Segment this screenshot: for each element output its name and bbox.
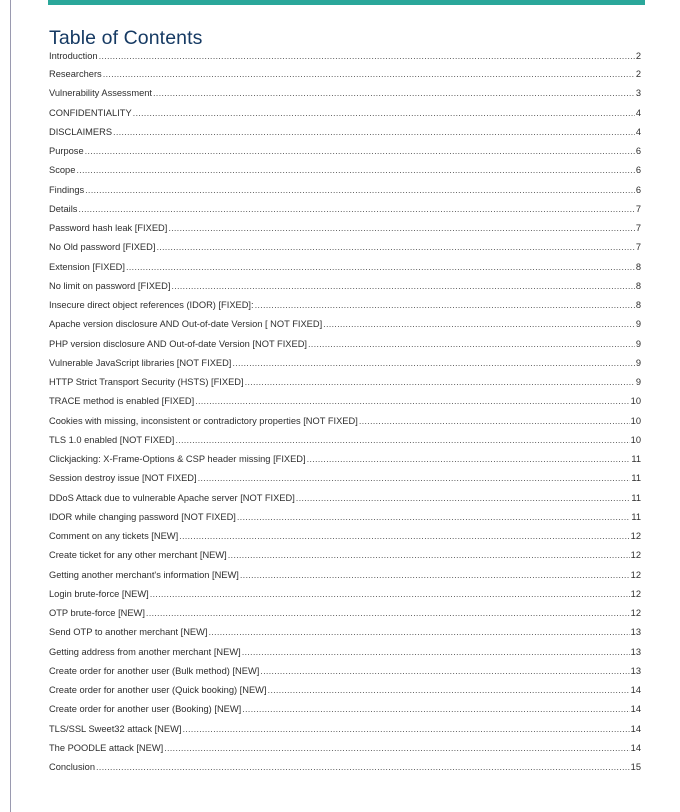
toc-entry-page-number: 14 xyxy=(630,685,641,695)
toc-entry-label: DISCLAIMERS xyxy=(49,126,113,137)
toc-dot-leader xyxy=(228,546,630,565)
toc-dot-leader xyxy=(179,527,629,546)
toc-dot-leader xyxy=(85,142,635,161)
toc-entry-page-number: 10 xyxy=(630,396,641,407)
toc-entry-page-number: 8 xyxy=(635,300,641,310)
toc-entry-page-number: 2 xyxy=(635,51,641,61)
toc-entry[interactable] xyxy=(49,200,641,219)
toc-dot-leader xyxy=(255,296,635,315)
toc-entry[interactable] xyxy=(49,700,641,719)
toc-entry-label: TRACE method is enabled [FIXED] xyxy=(49,396,195,407)
toc-entry-label: Scope xyxy=(49,165,76,176)
toc-entry-label: Session destroy issue [NOT FIXED] xyxy=(49,473,197,484)
toc-dot-leader xyxy=(168,219,635,238)
toc-entry[interactable] xyxy=(49,258,641,277)
toc-dot-leader xyxy=(156,238,634,257)
toc-dot-leader xyxy=(208,623,629,642)
toc-entry-label: Introduction xyxy=(49,51,98,61)
toc-entry[interactable] xyxy=(49,65,641,84)
toc-entry-page-number: 12 xyxy=(630,608,641,618)
toc-dot-leader xyxy=(296,489,631,508)
toc-entry-label: No limit on password [FIXED] xyxy=(49,280,171,291)
toc-entry[interactable] xyxy=(49,508,641,527)
toc-dot-leader xyxy=(245,373,635,392)
toc-entry-label: Findings xyxy=(49,184,85,195)
toc-entry[interactable] xyxy=(49,354,641,373)
toc-entry-label: Comment on any tickets [NEW] xyxy=(49,531,179,541)
toc-entry-label: Details xyxy=(49,203,78,214)
toc-entry[interactable] xyxy=(49,412,641,431)
toc-entry-label: Create order for another user (Quick booking) [NEW] xyxy=(49,685,267,695)
toc-entry-label: Password hash leak [FIXED] xyxy=(49,223,168,233)
toc-entry-page-number: 7 xyxy=(635,223,641,233)
toc-entry-label: Login brute-force [NEW] xyxy=(49,588,149,599)
toc-entry-page-number: 10 xyxy=(630,415,641,426)
toc-entry-label: Vulnerability Assessment xyxy=(49,88,153,99)
toc-entry-label: Cookies with missing, inconsistent or contradictory properties [NOT FIXED] xyxy=(49,415,358,426)
toc-dot-leader xyxy=(240,566,630,585)
toc-entry-page-number: 13 xyxy=(630,646,641,657)
toc-entry[interactable] xyxy=(49,238,641,257)
toc-entry-label: Send OTP to another merchant [NEW] xyxy=(49,627,208,638)
toc-entry-label: Getting another merchant's information [NEW] xyxy=(49,569,239,580)
toc-dot-leader xyxy=(232,354,634,373)
toc-entry-page-number: 8 xyxy=(635,280,641,291)
toc-entry[interactable] xyxy=(49,469,641,488)
toc-entry-label: TLS/SSL Sweet32 attack [NEW] xyxy=(49,723,182,734)
toc-dot-leader xyxy=(307,450,631,469)
toc-title: Table of Contents xyxy=(49,27,203,49)
toc-entry-page-number: 12 xyxy=(630,569,641,580)
toc-entry[interactable] xyxy=(49,489,641,508)
toc-entry[interactable] xyxy=(49,277,641,296)
toc-dot-leader xyxy=(126,258,635,277)
toc-dot-leader xyxy=(323,315,635,334)
toc-entry-label: Create order for another user (Booking) [NEW] xyxy=(49,704,242,715)
toc-entry[interactable] xyxy=(49,48,641,65)
toc-entry-label: DDoS Attack due to vulnerable Apache server [NOT FIXED] xyxy=(49,492,295,503)
toc-entry[interactable] xyxy=(49,431,641,450)
toc-dot-leader xyxy=(153,84,635,103)
toc-dot-leader xyxy=(308,335,635,354)
toc-dot-leader xyxy=(171,277,634,296)
toc-entry-page-number: 6 xyxy=(635,184,641,195)
toc-dot-leader xyxy=(113,123,635,142)
toc-entry[interactable] xyxy=(49,181,641,200)
toc-entry-label: PHP version disclosure AND Out-of-date Version [NOT FIXED] xyxy=(49,338,308,349)
toc-entry-label: Clickjacking: X-Frame-Options & CSP header missing [FIXED] xyxy=(49,454,306,464)
toc-entry-page-number: 9 xyxy=(635,377,641,387)
toc-entry-page-number: 14 xyxy=(630,742,641,753)
toc-entry-page-number: 12 xyxy=(630,550,641,561)
toc-entry-label: Researchers xyxy=(49,69,102,79)
toc-dot-leader xyxy=(96,758,630,777)
header-accent-bar xyxy=(48,0,645,5)
toc-entry-page-number: 12 xyxy=(630,531,641,541)
toc-dot-leader xyxy=(99,48,635,65)
toc-entry-page-number: 2 xyxy=(635,69,641,79)
toc-entry[interactable] xyxy=(49,104,641,123)
toc-entry-label: TLS 1.0 enabled [NOT FIXED] xyxy=(49,434,175,445)
toc-entry-page-number: 7 xyxy=(635,203,641,214)
toc-dot-leader xyxy=(85,181,635,200)
toc-entry-page-number: 14 xyxy=(630,723,641,734)
toc-entry[interactable] xyxy=(49,546,641,565)
toc-entry[interactable] xyxy=(49,219,641,238)
toc-dot-leader xyxy=(150,585,630,604)
toc-entry-label: IDOR while changing password [NOT FIXED] xyxy=(49,511,236,522)
toc-entry-page-number: 11 xyxy=(631,492,641,503)
toc-entry-page-number: 9 xyxy=(635,338,641,349)
toc-entry[interactable] xyxy=(49,566,641,585)
toc-entry-page-number: 7 xyxy=(635,242,641,253)
toc-entry-page-number: 11 xyxy=(631,454,641,464)
toc-dot-leader xyxy=(359,412,630,431)
toc-entry-label: Getting address from another merchant [NEW] xyxy=(49,646,241,657)
toc-dot-leader xyxy=(195,392,629,411)
toc-entry-label: HTTP Strict Transport Security (HSTS) [FIXED] xyxy=(49,377,244,387)
toc-entry-page-number: 11 xyxy=(631,511,641,522)
page-left-border xyxy=(10,0,11,812)
toc-entry[interactable] xyxy=(49,643,641,662)
toc-entry-page-number: 4 xyxy=(635,107,641,118)
toc-entry-label: Vulnerable JavaScript libraries [NOT FIXED] xyxy=(49,357,232,368)
toc-entry-label: Extension [FIXED] xyxy=(49,261,125,272)
toc-entry-page-number: 13 xyxy=(630,627,641,638)
toc-entry-label: Insecure direct object references (IDOR) [FIXED]: xyxy=(49,300,254,310)
toc-entry-label: CONFIDENTIALITY xyxy=(49,107,132,118)
toc-entry-label: Create order for another user (Bulk method) [NEW] xyxy=(49,665,260,676)
toc-entry-page-number: 9 xyxy=(635,319,641,330)
toc-entry[interactable] xyxy=(49,392,641,411)
toc-dot-leader xyxy=(133,104,635,123)
toc-entry-page-number: 3 xyxy=(635,88,641,99)
toc-dot-leader xyxy=(260,662,629,681)
toc-dot-leader xyxy=(175,431,629,450)
toc-entry-page-number: 11 xyxy=(631,473,641,484)
toc-entry-label: Conclusion xyxy=(49,762,95,772)
toc-dot-leader xyxy=(182,720,629,739)
toc-entry-page-number: 4 xyxy=(635,126,641,137)
toc-entry[interactable] xyxy=(49,681,641,700)
toc-dot-leader xyxy=(103,65,635,84)
toc-entry[interactable] xyxy=(49,142,641,161)
toc-entry[interactable] xyxy=(49,720,641,739)
toc-entry[interactable] xyxy=(49,662,641,681)
toc-entry-label: OTP brute-force [NEW] xyxy=(49,608,145,618)
toc-entry-page-number: 12 xyxy=(630,588,641,599)
toc-entry[interactable] xyxy=(49,604,641,623)
toc-entry[interactable] xyxy=(49,315,641,334)
toc-entry[interactable] xyxy=(49,123,641,142)
toc-entry[interactable] xyxy=(49,758,641,777)
toc-dot-leader xyxy=(242,643,630,662)
toc-dot-leader xyxy=(78,200,634,219)
toc-entry-label: No Old password [FIXED] xyxy=(49,242,156,253)
toc-entry[interactable] xyxy=(49,585,641,604)
toc-entry-page-number: 15 xyxy=(630,762,641,772)
toc-entry[interactable] xyxy=(49,296,641,315)
toc-entry-label: Create ticket for any other merchant [NEW] xyxy=(49,550,227,561)
toc-entry-label: The POODLE attack [NEW] xyxy=(49,742,164,753)
toc-entry-label: Purpose xyxy=(49,146,84,156)
toc-entry[interactable] xyxy=(49,527,641,546)
toc-entry-page-number: 8 xyxy=(635,261,641,272)
toc-dot-leader xyxy=(146,604,630,623)
toc-entry-page-number: 6 xyxy=(635,146,641,156)
toc-entry-page-number: 9 xyxy=(635,357,641,368)
toc-entry-page-number: 13 xyxy=(630,665,641,676)
toc-entry[interactable] xyxy=(49,335,641,354)
toc-dot-leader xyxy=(268,681,630,700)
toc-entry[interactable] xyxy=(49,161,641,180)
toc-dot-leader xyxy=(242,700,629,719)
toc-entry-label: Apache version disclosure AND Out-of-date Version [ NOT FIXED] xyxy=(49,319,323,330)
toc-dot-leader xyxy=(164,739,629,758)
toc-entry[interactable] xyxy=(49,739,641,758)
toc-entry[interactable] xyxy=(49,623,641,642)
toc-entry-page-number: 14 xyxy=(630,704,641,715)
toc-dot-leader xyxy=(76,161,634,180)
toc-entry[interactable] xyxy=(49,450,641,469)
toc-entry-page-number: 10 xyxy=(630,434,641,445)
toc-list xyxy=(49,48,641,777)
toc-dot-leader xyxy=(237,508,630,527)
toc-dot-leader xyxy=(198,469,631,488)
toc-entry[interactable] xyxy=(49,373,641,392)
toc-entry[interactable] xyxy=(49,84,641,103)
toc-entry-page-number: 6 xyxy=(635,165,641,176)
